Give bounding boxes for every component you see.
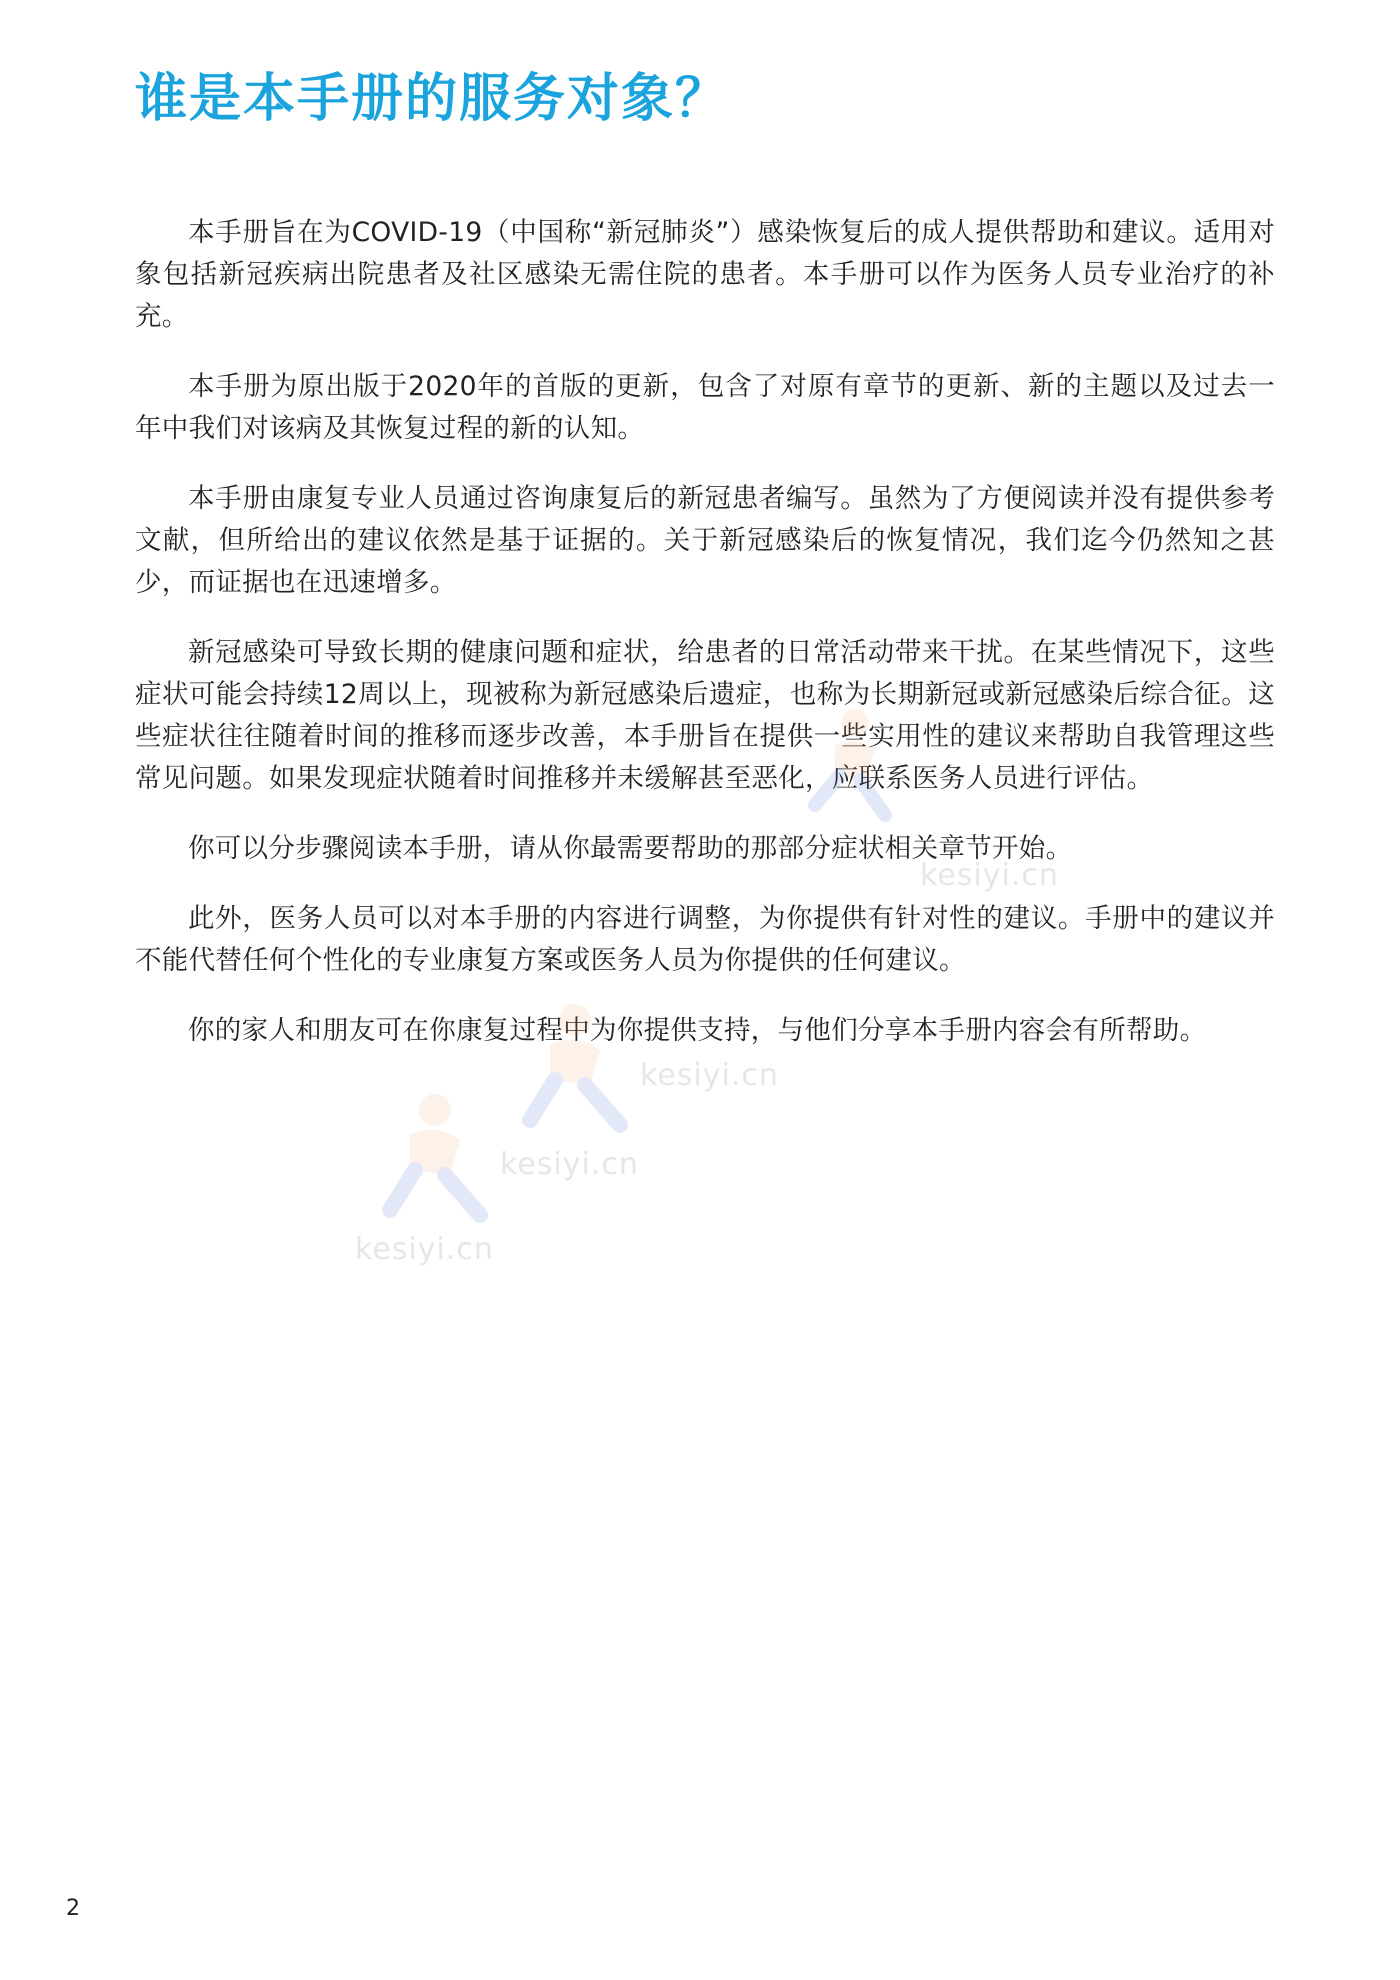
watermark-runner-icon bbox=[795, 705, 905, 825]
watermark-runner-icon bbox=[505, 1000, 645, 1140]
paragraph-3: 本手册由康复专业人员通过咨询康复后的新冠患者编写。虽然为了方便阅读并没有提供参考文献，但所给出的建议依然是基于证据的。关于新冠感染后的恢复情况，我们迄今仍然知之甚少，而证据也在迅速增多。 bbox=[135, 483, 1275, 598]
watermark-text: kesiyi.cn bbox=[640, 1058, 779, 1093]
page-number: 2 bbox=[66, 1896, 80, 1921]
watermark-text: kesiyi.cn bbox=[920, 858, 1059, 893]
paragraph-5: 你可以分步骤阅读本手册，请从你最需要帮助的那部分症状相关章节开始。 bbox=[188, 833, 1073, 864]
paragraph-6: 此外，医务人员可以对本手册的内容进行调整，为你提供有针对性的建议。手册中的建议并不能代替任何个性化的专业康复方案或医务人员为你提供的任何建议。 bbox=[135, 903, 1275, 976]
paragraph-2: 本手册为原出版于2020年的首版的更新，包含了对原有章节的更新、新的主题以及过去一年中我们对该病及其恢复过程的新的认知。 bbox=[135, 371, 1275, 444]
body-text bbox=[135, 212, 1275, 1080]
paragraph-1: 本手册旨在为COVID-19（中国称“新冠肺炎”）感染恢复后的成人提供帮助和建议。适用对象包括新冠疾病出院患者及社区感染无需住院的患者。本手册可以作为医务人员专业治疗的补充。 bbox=[135, 217, 1275, 332]
watermark-text: kesiyi.cn bbox=[355, 1232, 494, 1267]
paragraph-7: 你的家人和朋友可在你康复过程中为你提供支持，与他们分享本手册内容会有所帮助。 bbox=[188, 1015, 1207, 1046]
watermark-runner-icon bbox=[365, 1090, 505, 1230]
page-title: 谁是本手册的服务对象？ bbox=[135, 69, 730, 129]
watermark-text: kesiyi.cn bbox=[500, 1147, 639, 1182]
paragraph-4: 新冠感染可导致长期的健康问题和症状，给患者的日常活动带来干扰。在某些情况下，这些症状可能会持续12周以上，现被称为新冠感染后遗症，也称为长期新冠或新冠感染后综合征。这些症状往往随着时间的推移而逐步改善，本手册旨在提供一些实用性的建议来帮助自我管理这些常见问题。如果发现症状随着时间推移并未缓解甚至恶化，应联系医务人员进行评估。 bbox=[135, 637, 1275, 794]
